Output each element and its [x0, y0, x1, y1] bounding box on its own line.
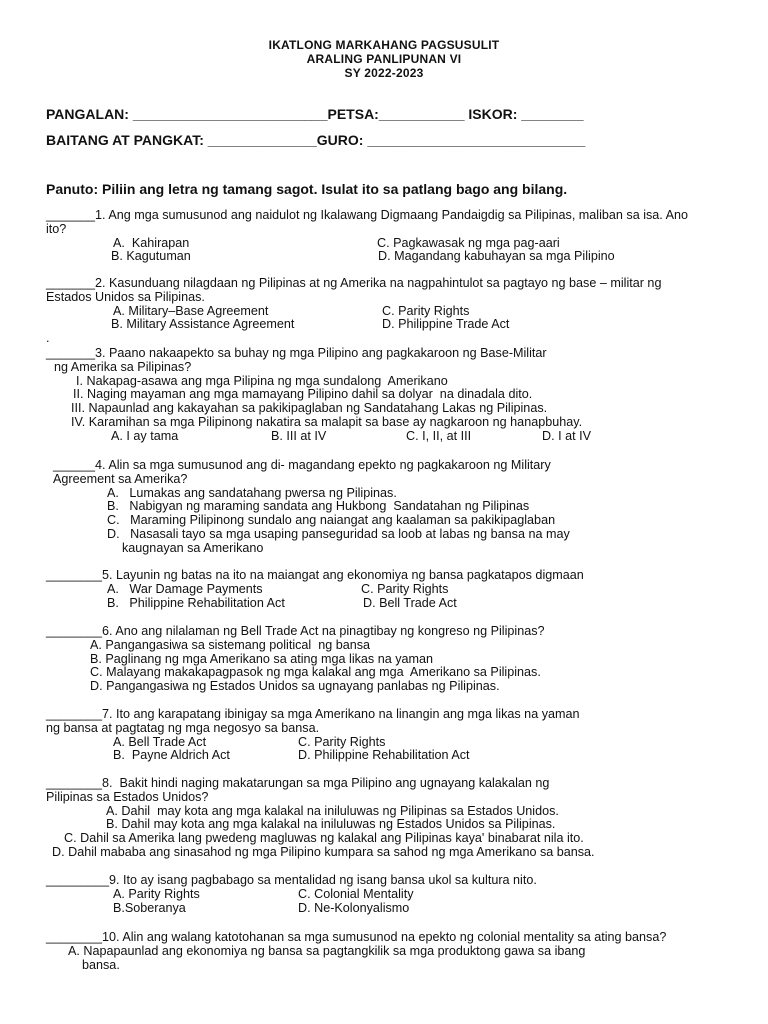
question-9-option-c: C. Colonial Mentality [298, 886, 414, 901]
question-7-stem-cont: ng bansa at pagtatag ng mga negosyo sa bansa. [46, 720, 320, 735]
question-9-option-d: D. Ne-Kolonyalismo [298, 900, 410, 915]
question-5 [46, 569, 756, 610]
question-2 [46, 277, 756, 346]
question-3-statement-iii: III. Napaunlad ang kakayahan sa pakikipaglaban ng Sandatahang Lakas ng Pilipinas. [71, 401, 548, 416]
question-6-option-b: B. Paglinang ng mga Amerikano sa ating mga likas na yaman [90, 651, 434, 666]
instructions: Panuto: Piliin ang letra ng tamang sagot. Isulat ito sa patlang bago ang bilang. [46, 181, 568, 197]
question-3-statement-ii: II. Naging mayaman ang mga mamayang Pilipino dahil sa dolyar na dinadala dito. [73, 387, 533, 402]
question-7-option-d: D. Philippine Rehabilitation Act [298, 748, 470, 763]
question-4-option-b: B. Nabigyan ng maraming sandata ang Hukbong Sandatahan ng Pilipinas [107, 499, 530, 514]
question-1-option-c: C. Pagkawasak ng mga pag-aari [377, 235, 560, 250]
question-3-stem-cont: ng Amerika sa Pilipinas? [54, 359, 192, 374]
question-5-option-b: B. Philippine Rehabilitation Act [107, 595, 285, 610]
question-9-stem: _________9. Ito ay isang pagbabago sa mentalidad ng isang bansa ukol sa kultura nito. [46, 873, 537, 887]
question-4 [46, 459, 756, 556]
question-4-option-a: A. Lumakas ang sandatahang pwersa ng Pilipinas. [107, 485, 397, 500]
question-8-stem: ________8. Bakit hindi naging makatarungan sa mga Pilipino ang ugnayang kalakalan ng [46, 776, 550, 790]
question-1-option-d: D. Magandang kabuhayan sa mga Pilipino [378, 249, 615, 264]
question-8-option-d: D. Dahil mababa ang sinasahod ng mga Pilipino kumpara sa sahod ng mga Amerikano sa bansa. [52, 844, 595, 859]
question-8-stem-cont: Pilipinas sa Estados Unidos? [46, 789, 209, 804]
stray-dot: . [46, 331, 50, 346]
question-3-statement-iv: IV. Karamihan sa mga Pilipinong nakatira sa malapit sa base ay nagkaroon ng hanapbuhay. [71, 414, 583, 429]
grade-teacher-line: BAITANG AT PANGKAT: ______________GURO: ____________________________ [46, 132, 586, 148]
question-1-stem: _______1. Ang mga sumusunod ang naidulot ng Ikalawang Digmaang Pandaigdig sa Pilipinas, maliban sa isa. Ano [46, 208, 689, 222]
question-6-option-c: C. Malayang makakapagpasok ng mga kalakal ang mga Amerikano sa Pilipinas. [90, 665, 541, 680]
question-8 [46, 777, 756, 860]
question-3-option-b: B. III at IV [271, 428, 327, 443]
question-2-option-b: B. Military Assistance Agreement [111, 317, 295, 332]
question-6-option-d: D. Pangangasiwa ng Estados Unidos sa ugnayang panlabas ng Pilipinas. [90, 679, 500, 694]
question-7 [46, 708, 756, 763]
question-2-option-d: D. Philippine Trade Act [382, 317, 510, 332]
question-6-option-a: A. Pangangasiwa sa sistemang political ng bansa [90, 637, 371, 652]
question-6 [46, 625, 756, 694]
question-2-stem: _______2. Kasunduang nilagdaan ng Pilipinas at ng Amerika na nagpahintulot sa pagtayo ng base – militar ng [46, 276, 662, 290]
question-9 [46, 874, 756, 915]
question-10-option-a-cont: bansa. [82, 957, 120, 972]
question-5-stem: ________5. Layunin ng batas na ito na maiangat ang ekonomiya ng bansa pagkatapos digmaan [46, 568, 584, 582]
question-1-option-b: B. Kagutuman [111, 249, 191, 264]
question-5-option-d: D. Bell Trade Act [363, 595, 457, 610]
question-10 [46, 931, 756, 972]
question-2-option-a: A. Military–Base Agreement [113, 303, 269, 318]
name-date-score-line: PANGALAN: _________________________PETSA:___________ ISKOR: ________ [46, 106, 584, 122]
question-5-option-a: A. War Damage Payments [107, 581, 263, 596]
question-3-option-d: D. I at IV [542, 428, 591, 443]
question-1-option-a: A. Kahirapan [113, 235, 190, 250]
question-5-option-c: C. Parity Rights [361, 581, 449, 596]
question-2-stem-cont: Estados Unidos sa Pilipinas. [46, 289, 205, 304]
question-10-option-a: A. Napapaunlad ang ekonomiya ng bansa sa pagtangkilik sa mga produktong gawa sa ibang [68, 943, 586, 958]
question-9-option-a: A. Parity Rights [113, 886, 200, 901]
exam-title: IKATLONG MARKAHANG PAGSUSULIT [268, 38, 500, 52]
question-3 [46, 347, 756, 444]
question-3-stem: _______3. Paano nakaapekto sa buhay ng mga Pilipino ang pagkakaroon ng Base-Militar [46, 346, 547, 360]
question-4-option-c: C. Maraming Pilipinong sundalo ang naiangat ang kaalaman sa pakikipaglaban [107, 513, 556, 528]
question-7-option-a: A. Bell Trade Act [113, 734, 207, 749]
subject-title: ARALING PANLIPUNAN VI [306, 52, 462, 66]
question-8-option-c: C. Dahil sa Amerika lang pwedeng magluwas ng kalakal ang Pilipinas kaya' binabarat nila ito. [64, 831, 584, 846]
question-4-stem: ______4. Alin sa mga sumusunod ang di- magandang epekto ng pagkakaroon ng Military [53, 458, 551, 472]
exam-header [0, 38, 768, 80]
question-7-stem: ________7. Ito ang karapatang ibinigay sa mga Amerikano na linangin ang mga likas na yaman [46, 707, 580, 721]
school-year: SY 2022-2023 [344, 66, 424, 80]
question-7-option-b: B. Payne Aldrich Act [113, 748, 230, 763]
question-10-stem: ________10. Alin ang walang katotohanan sa mga sumusunod na epekto ng colonial mentality sa ating bansa? [46, 930, 667, 944]
question-2-option-c: C. Parity Rights [382, 303, 470, 318]
question-3-option-c: C. I, II, at III [406, 428, 472, 443]
question-3-option-a: A. I ay tama [111, 428, 179, 443]
question-8-option-b: B. Dahil may kota ang mga kalakal na iniluluwas ng Estados Unidos sa Pilipinas. [106, 817, 556, 832]
question-1 [46, 209, 756, 264]
question-6-stem: ________6. Ano ang nilalaman ng Bell Trade Act na pinagtibay ng kongreso ng Pilipinas? [46, 624, 545, 638]
question-7-option-c: C. Parity Rights [298, 734, 386, 749]
question-4-option-d: D. Nasasali tayo sa mga usaping panseguridad sa loob at labas ng bansa na may [107, 526, 570, 541]
question-9-option-b: B.Soberanya [113, 900, 186, 915]
question-3-statement-i: I. Nakapag-asawa ang mga Pilipina ng mga sundalong Amerikano [76, 373, 448, 388]
question-4-stem-cont: Agreement sa Amerika? [53, 471, 188, 486]
question-8-option-a: A. Dahil may kota ang mga kalakal na iniluluwas ng Pilipinas sa Estados Unidos. [106, 803, 559, 818]
question-1-stem-cont: ito? [46, 221, 67, 236]
question-4-option-d-cont: kaugnayan sa Amerikano [122, 540, 264, 555]
